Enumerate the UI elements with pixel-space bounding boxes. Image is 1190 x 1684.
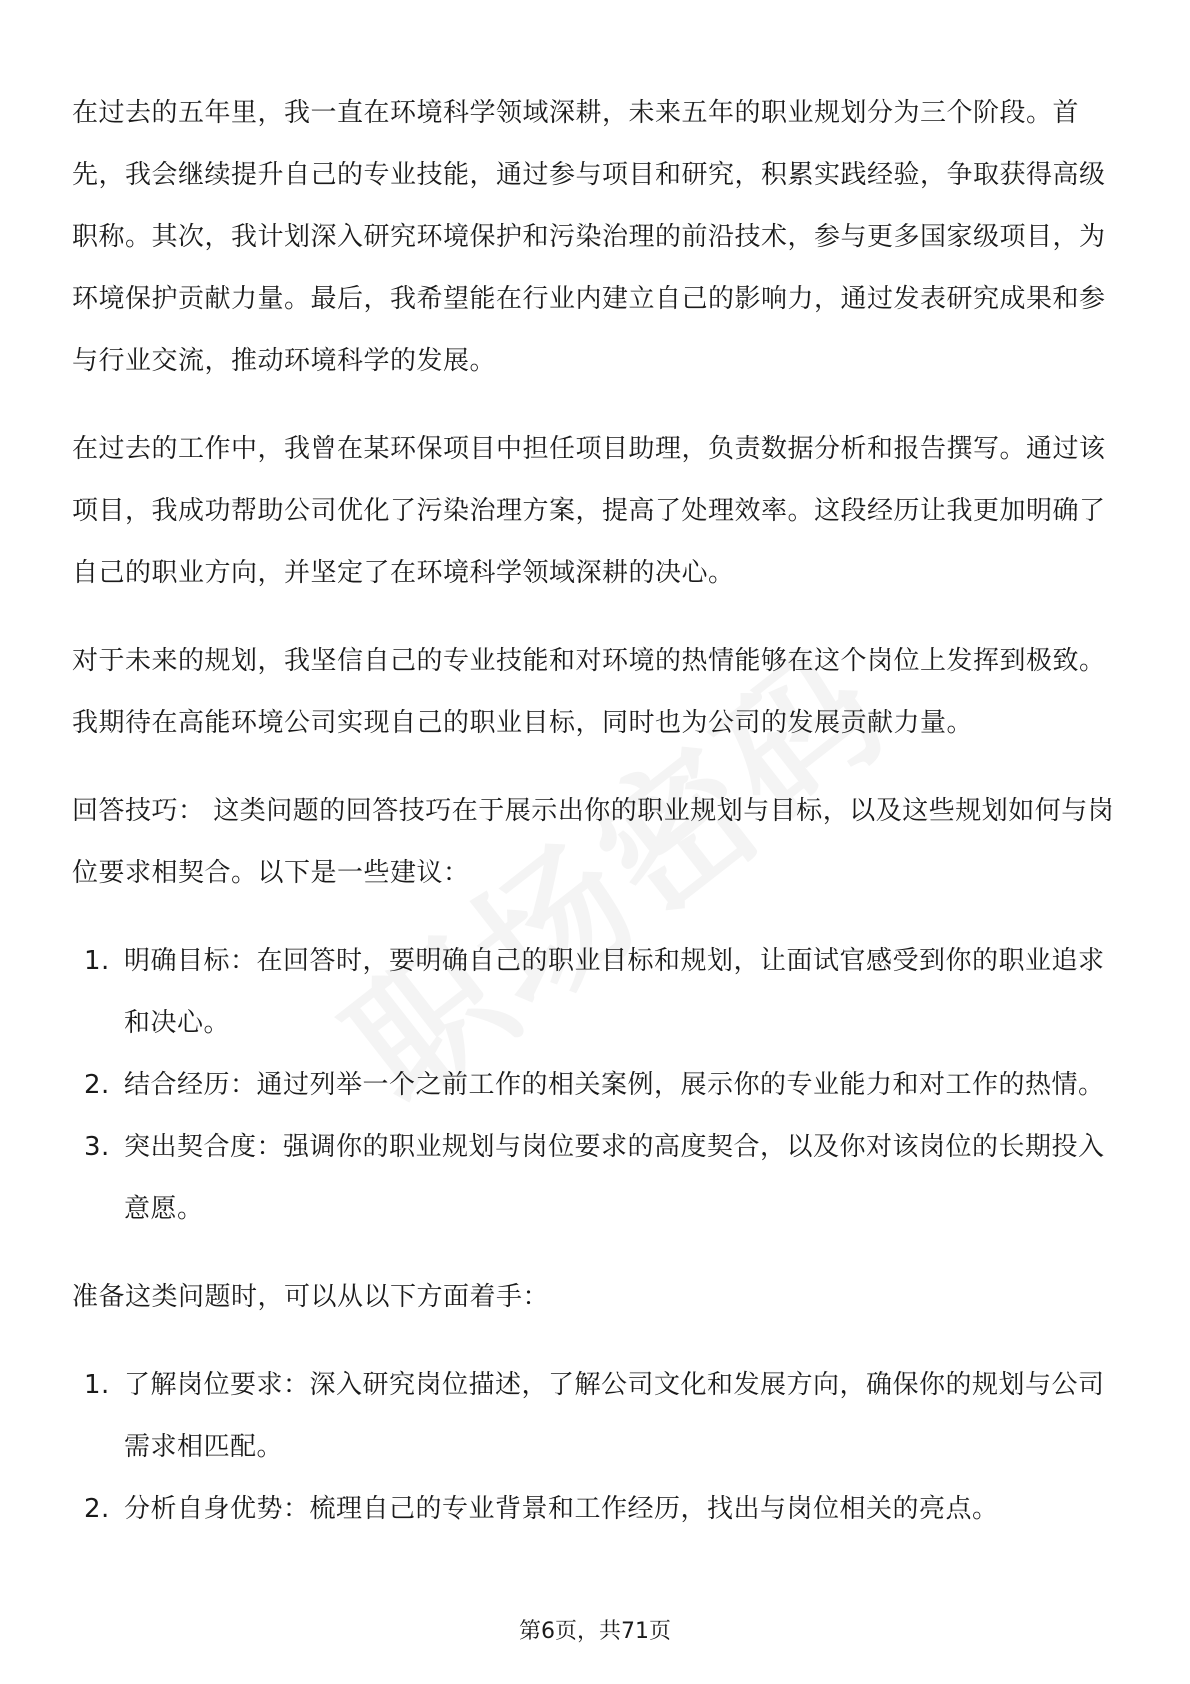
list-number: 3. [84, 1132, 110, 1162]
paragraph-past-experience: 在过去的工作中，我曾在某环保项目中担任项目助理，负责数据分析和报告撰写。通过该项目，我成功帮助公司优化了污染治理方案，提高了处理效率。这段经历让我更加明确了自己的职业方向，并坚定了在环境科学领域深耕的决心。 [72, 434, 1106, 588]
list-number: 1. [84, 1370, 110, 1400]
list-number: 2. [84, 1070, 110, 1100]
prep-list [72, 1354, 1122, 1540]
list-item-text: 分析自身优势：梳理自己的专业背景和工作经历，找出与岗位相关的亮点。 [124, 1494, 999, 1524]
tips-list [72, 930, 1122, 1240]
list-item [72, 1116, 1122, 1240]
paragraph-prep-intro: 准备这类问题时，可以从以下方面着手： [72, 1282, 550, 1312]
list-item-text: 了解岗位要求：深入研究岗位描述，了解公司文化和发展方向，确保你的规划与公司需求相匹配。 [124, 1370, 1105, 1462]
list-item-text: 突出契合度：强调你的职业规划与岗位要求的高度契合，以及你对该岗位的长期投入意愿。 [124, 1132, 1105, 1224]
list-item-text: 明确目标：在回答时，要明确自己的职业目标和规划，让面试官感受到你的职业追求和决心。 [124, 946, 1105, 1038]
document-body [72, 82, 1122, 1566]
paragraph-future-plan: 对于未来的规划，我坚信自己的专业技能和对环境的热情能够在这个岗位上发挥到极致。我期待在高能环境公司实现自己的职业目标，同时也为公司的发展贡献力量。 [72, 646, 1106, 738]
list-item-text: 结合经历：通过列举一个之前工作的相关案例，展示你的专业能力和对工作的热情。 [124, 1070, 1105, 1100]
list-item [72, 1054, 1122, 1116]
paragraph-answer-tips: 回答技巧： 这类问题的回答技巧在于展示出你的职业规划与目标，以及这些规划如何与岗位要求相契合。以下是一些建议： [72, 796, 1115, 888]
list-number: 1. [84, 946, 110, 976]
list-item [72, 1354, 1122, 1478]
paragraph-career-plan: 在过去的五年里，我一直在环境科学领域深耕，未来五年的职业规划分为三个阶段。首先，我会继续提升自己的专业技能，通过参与项目和研究，积累实践经验，争取获得高级职称。其次，我计划深入研究环境保护和污染治理的前沿技术，参与更多国家级项目，为环境保护贡献力量。最后，我希望能在行业内建立自己的影响力，通过发表研究成果和参与行业交流，推动环境科学的发展。 [72, 98, 1106, 376]
list-item [72, 1478, 1122, 1540]
page-footer: 第6页，共71页 [519, 1619, 671, 1644]
list-number: 2. [84, 1494, 110, 1524]
list-item [72, 930, 1122, 1054]
